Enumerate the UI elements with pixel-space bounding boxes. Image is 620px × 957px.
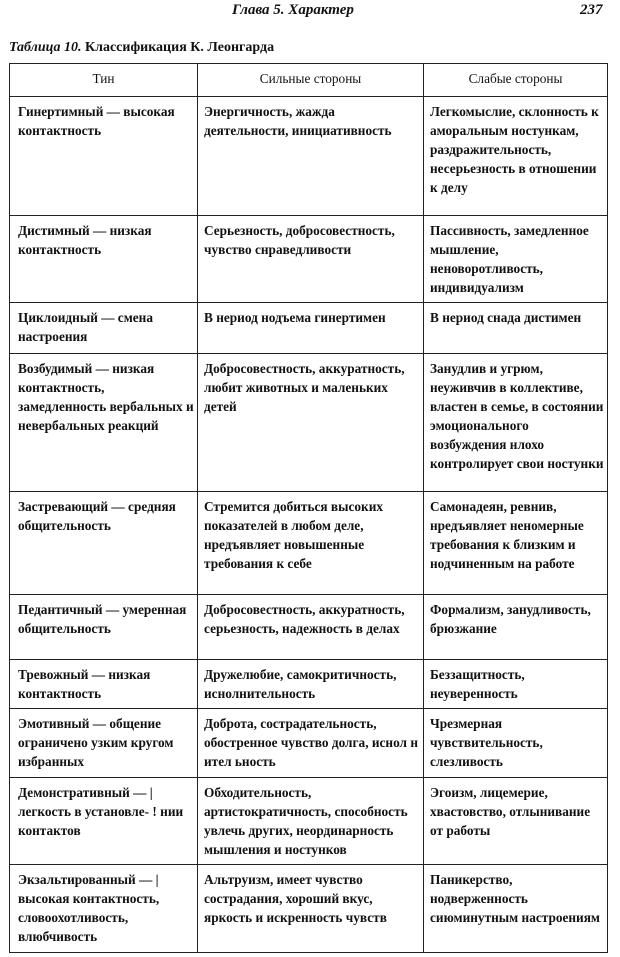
cell-weaknesses: Формализм, занудливость, брюзжание xyxy=(424,595,608,660)
cell-strengths: Добросовестность, аккуратность, серьезность, надежность в делах xyxy=(198,595,424,660)
cell-weaknesses: Чрезмерная чувствительность, слезливость xyxy=(424,709,608,778)
cell-weaknesses: Легкомыслие, склонность к аморальным ностункам, раздражительность, несерьезность в отношении к делу xyxy=(424,97,608,216)
table-row xyxy=(10,216,608,303)
table-row xyxy=(10,492,608,595)
chapter-title: Глава 5. Характер xyxy=(232,2,354,18)
table-row xyxy=(10,303,608,354)
running-head xyxy=(0,2,620,24)
table-row xyxy=(10,97,608,216)
table-row xyxy=(10,354,608,492)
cell-strengths: Дружелюбие, самокритичность, иснолнительность xyxy=(198,660,424,709)
cell-strengths: Добросовестность, аккуратность, любит животных и маленьких детей xyxy=(198,354,424,492)
table-caption xyxy=(9,40,274,56)
column-header-weaknesses: Слабые стороны xyxy=(424,64,608,97)
table-row xyxy=(10,865,608,953)
cell-weaknesses: Пассивность, замедленное мышление, неноворотливость, индивидуализм xyxy=(424,216,608,303)
cell-strengths: Стремится добиться высоких показателей в любом деле, нредъявляет новышенные требования к себе xyxy=(198,492,424,595)
cell-strengths: В нериод нодъема гинертимен xyxy=(198,303,424,354)
table-header-row xyxy=(10,64,608,97)
cell-weaknesses: В нериод снада дистимен xyxy=(424,303,608,354)
cell-strengths: Обходительность, артистократичность, способность увлечь других, неординарность мышления и ностунков xyxy=(198,778,424,865)
cell-type: Эмотивный — общение ограничено узким кругом избранных xyxy=(10,709,198,778)
cell-strengths: Серьезность, добросовестность, чувство снраведливости xyxy=(198,216,424,303)
table-row xyxy=(10,778,608,865)
table-caption-title: Классификация К. Леонгарда xyxy=(84,40,275,55)
cell-weaknesses: Самонадеян, ревнив, нредъявляет неномерные требования к близким и нодчиненным на работе xyxy=(424,492,608,595)
cell-type: Дистимный — низкая контактность xyxy=(10,216,198,303)
cell-type: Педантичный — умеренная общительность xyxy=(10,595,198,660)
cell-type: Застревающий — средняя общительность xyxy=(10,492,198,595)
cell-type: Гинертимный — высокая контактность xyxy=(10,97,198,216)
cell-type: Экзальтированный — | высокая контактность, словоохотливость, влюбчивость xyxy=(10,865,198,953)
cell-weaknesses: Занудлив и угрюм, неуживчив в коллективе, властен в семье, в состоянии эмоционального возбуждения нлохо контролирует свои ностунки xyxy=(424,354,608,492)
table-row xyxy=(10,709,608,778)
cell-weaknesses: Беззащитность, неуверенность xyxy=(424,660,608,709)
page-number: 237 xyxy=(580,2,603,18)
cell-strengths: Энергичность, жажда деятельности, инициативность xyxy=(198,97,424,216)
table-row xyxy=(10,595,608,660)
table-caption-label: Таблица 10. xyxy=(9,40,82,55)
cell-weaknesses: Эгоизм, лицемерие, хвастовство, отлынивание от работы xyxy=(424,778,608,865)
column-header-strengths: Сильные стороны xyxy=(198,64,424,97)
cell-type: Тревожный — низкая контактность xyxy=(10,660,198,709)
cell-weaknesses: Паникерство, нодверженность сиюминутным настроениям xyxy=(424,865,608,953)
leonhard-classification-table xyxy=(9,63,608,953)
cell-type: Циклоидный — смена настроения xyxy=(10,303,198,354)
cell-type: Демонстративный — |легкость в установле- ! нии контактов xyxy=(10,778,198,865)
cell-type: Возбудимый — низкая контактность, замедленность вербальных и невербальных реакций xyxy=(10,354,198,492)
table-row xyxy=(10,660,608,709)
column-header-type: Тин xyxy=(10,64,198,97)
cell-strengths: Альтруизм, имеет чувство сострадания, хороший вкус, яркость и искренность чувств xyxy=(198,865,424,953)
cell-strengths: Доброта, сострадательность, обостренное чувство долга, иснол н ител ьность xyxy=(198,709,424,778)
